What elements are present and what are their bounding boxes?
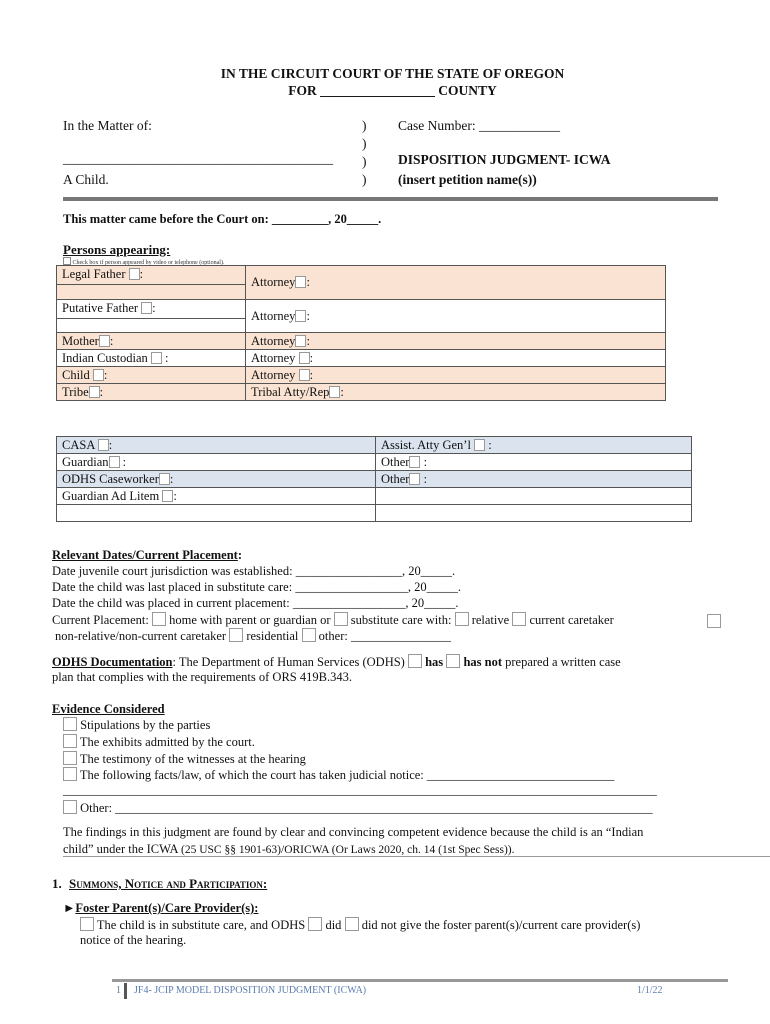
custodian-attorney-label: Attorney: [251, 350, 296, 365]
evidence-item: The testimony of the witnesses at the hearing: [63, 751, 306, 767]
table-row: Mother : Attorney :: [57, 333, 666, 350]
mother-label: Mother: [62, 333, 99, 348]
other-label: Other: [381, 454, 410, 469]
relative-checkbox[interactable]: [455, 612, 469, 626]
other-checkbox[interactable]: [409, 456, 420, 468]
footer-page-number: 1: [116, 985, 121, 996]
has-checkbox[interactable]: [408, 654, 422, 668]
petition-name-hint: (insert petition name(s)): [398, 172, 537, 187]
footer-bar: [124, 983, 127, 999]
court-heading: IN THE CIRCUIT COURT OF THE STATE OF OREGON: [220, 66, 565, 81]
child-label: Child: [62, 367, 90, 382]
foster-parent-heading: ►Foster Parent(s)/Care Provider(s):: [63, 901, 259, 915]
table-row: [57, 505, 692, 522]
legal-father-checkbox[interactable]: [129, 268, 140, 280]
attorney-checkbox[interactable]: [295, 335, 306, 347]
tribe-label: Tribe: [62, 384, 89, 399]
judicial-notice-line[interactable]: _______________________________________________________________________________________________: [63, 783, 657, 797]
judicial-notice-checkbox[interactable]: [63, 767, 77, 781]
video-note: Check box if person appeared by video or telephone (optional).: [63, 257, 224, 266]
findings-divider: [63, 856, 770, 857]
caption-divider: [63, 197, 718, 201]
notice-line-2: notice of the hearing.: [80, 933, 187, 947]
note-checkbox[interactable]: [63, 257, 71, 265]
other-checkbox[interactable]: [409, 473, 420, 485]
findings-text: The findings in this judgment are found by clear and convincing competent evidence because the child is an “Indian: [63, 825, 644, 839]
caseworker-checkbox[interactable]: [159, 473, 170, 485]
section-1-heading: 1. Summons, Notice and Participation:: [52, 876, 268, 891]
hearing-date-line[interactable]: This matter came before the Court on: _________, 20_____.: [63, 212, 382, 226]
did-checkbox[interactable]: [308, 917, 322, 931]
has-not-checkbox[interactable]: [446, 654, 460, 668]
evidence-heading: Evidence Considered: [52, 702, 165, 716]
findings-text-2: child” under the ICWA (25 USC §§ 1901-63)/ORICWA (Or Laws 2020, ch. 14 (1st Spec Sess)).: [63, 842, 515, 856]
non-relative-checkbox[interactable]: [707, 614, 721, 628]
other-parties-table: [56, 436, 692, 522]
notice-line: The child is in substitute care, and ODHS did did not give the foster parent(s)/current care provider(s): [80, 917, 640, 933]
other-label: Other: [381, 471, 410, 486]
evidence-item: The exhibits admitted by the court.: [63, 734, 255, 750]
putative-father-attorney-label: Attorney: [251, 308, 296, 323]
table-row: Indian Custodian : Attorney :: [57, 350, 666, 367]
caption-paren: ): [362, 136, 367, 151]
child-name-line: ________________________________________: [63, 151, 333, 166]
casa-label: CASA: [62, 437, 95, 452]
caption-paren: ): [362, 172, 367, 187]
legal-father-label: Legal Father: [62, 267, 126, 281]
blank-cell[interactable]: [376, 488, 692, 505]
table-row: Guardian : Other :: [57, 454, 692, 471]
attorney-checkbox[interactable]: [299, 369, 310, 381]
child-checkbox[interactable]: [93, 369, 104, 381]
indian-custodian-label: Indian Custodian: [62, 350, 148, 365]
persons-table: [56, 265, 666, 401]
arrow-icon: ►: [63, 901, 76, 915]
gal-checkbox[interactable]: [162, 490, 173, 502]
attorney-checkbox[interactable]: [295, 310, 306, 322]
testimony-checkbox[interactable]: [63, 751, 77, 765]
caption-paren: ): [362, 154, 367, 169]
placement-options-2: non-relative/non-current caretaker residential other: ________________: [55, 629, 451, 643]
legal-father-attorney-label: Attorney: [251, 275, 296, 289]
casa-checkbox[interactable]: [98, 439, 109, 451]
judgment-title: DISPOSITION JUDGMENT- ICWA: [398, 152, 611, 167]
evidence-item: Other: ______________________________________________________________________________________: [63, 800, 653, 816]
persons-heading: Persons appearing:: [63, 242, 171, 257]
dates-heading: Relevant Dates/Current Placement:: [52, 548, 242, 562]
exhibits-checkbox[interactable]: [63, 734, 77, 748]
attorney-checkbox[interactable]: [299, 352, 310, 364]
current-placement-date[interactable]: Date the child was placed in current placement: __________________, 20_____.: [52, 596, 459, 610]
home-checkbox[interactable]: [152, 612, 166, 626]
placement-options: Current Placement: home with parent or guardian or substitute care with: relative current caretaker: [52, 613, 614, 627]
residential-checkbox[interactable]: [229, 628, 243, 642]
odhs-documentation: ODHS Documentation: The Department of Human Services (ODHS) has has not prepared a written case: [52, 655, 621, 669]
matter-of-label: In the Matter of:: [63, 118, 152, 133]
caseworker-label: ODHS Caseworker: [62, 471, 159, 486]
gal-label: Guardian Ad Litem: [62, 488, 160, 503]
footer-rule: [112, 979, 728, 982]
substitute-care-notice-checkbox[interactable]: [80, 917, 94, 931]
odhs-text: plan that complies with the requirements of ORS 419B.343.: [52, 670, 352, 684]
tribal-rep-checkbox[interactable]: [329, 386, 340, 398]
case-number-field[interactable]: Case Number: ____________: [398, 118, 560, 133]
mother-checkbox[interactable]: [99, 335, 110, 347]
guardian-label: Guardian: [62, 454, 109, 469]
did-not-checkbox[interactable]: [345, 917, 359, 931]
table-row: Putative Father : Attorney :: [57, 300, 666, 333]
evidence-item: The following facts/law, of which the court has taken judicial notice: ______________________________: [63, 767, 614, 783]
tribal-rep-label: Tribal Atty/Rep: [251, 384, 330, 399]
aag-label: Assist. Atty Gen’l: [381, 437, 471, 452]
attorney-checkbox[interactable]: [295, 276, 306, 288]
table-row: Legal Father : Attorney :: [57, 266, 666, 300]
table-row: ODHS Caseworker : Other :: [57, 471, 692, 488]
table-row: Child : Attorney :: [57, 367, 666, 384]
putative-father-label: Putative Father: [62, 301, 139, 315]
child-attorney-label: Attorney: [251, 367, 296, 382]
evidence-item: Stipulations by the parties: [63, 717, 210, 733]
stipulations-checkbox[interactable]: [63, 717, 77, 731]
mother-attorney-label: Attorney: [251, 333, 296, 348]
table-row: Tribe : Tribal Atty/Rep :: [57, 384, 666, 401]
guardian-checkbox[interactable]: [109, 456, 120, 468]
footer-form-name: JF4- JCIP MODEL DISPOSITION JUDGMENT (ICWA): [134, 985, 367, 996]
caption-paren: ): [362, 118, 367, 133]
jurisdiction-date[interactable]: Date juvenile court jurisdiction was established: _________________, 20_____.: [52, 564, 456, 578]
aag-checkbox[interactable]: [474, 439, 485, 451]
blank-cell[interactable]: [376, 505, 692, 522]
table-row: Guardian Ad Litem :: [57, 488, 692, 505]
a-child-label: A Child.: [63, 172, 109, 187]
substitute-care-date[interactable]: Date the child was last placed in substitute care: __________________, 20_____.: [52, 580, 461, 594]
substitute-care-checkbox[interactable]: [334, 612, 348, 626]
tribe-checkbox[interactable]: [89, 386, 100, 398]
putative-father-checkbox[interactable]: [141, 302, 152, 314]
footer-date: 1/1/22: [637, 985, 663, 996]
current-caretaker-checkbox[interactable]: [512, 612, 526, 626]
county-line: FOR _________________ COUNTY: [288, 83, 497, 98]
other-evidence-checkbox[interactable]: [63, 800, 77, 814]
indian-custodian-checkbox[interactable]: [151, 352, 162, 364]
other-placement-checkbox[interactable]: [302, 628, 316, 642]
blank-cell[interactable]: [57, 505, 376, 522]
table-row: CASA : Assist. Atty Gen’l :: [57, 437, 692, 454]
